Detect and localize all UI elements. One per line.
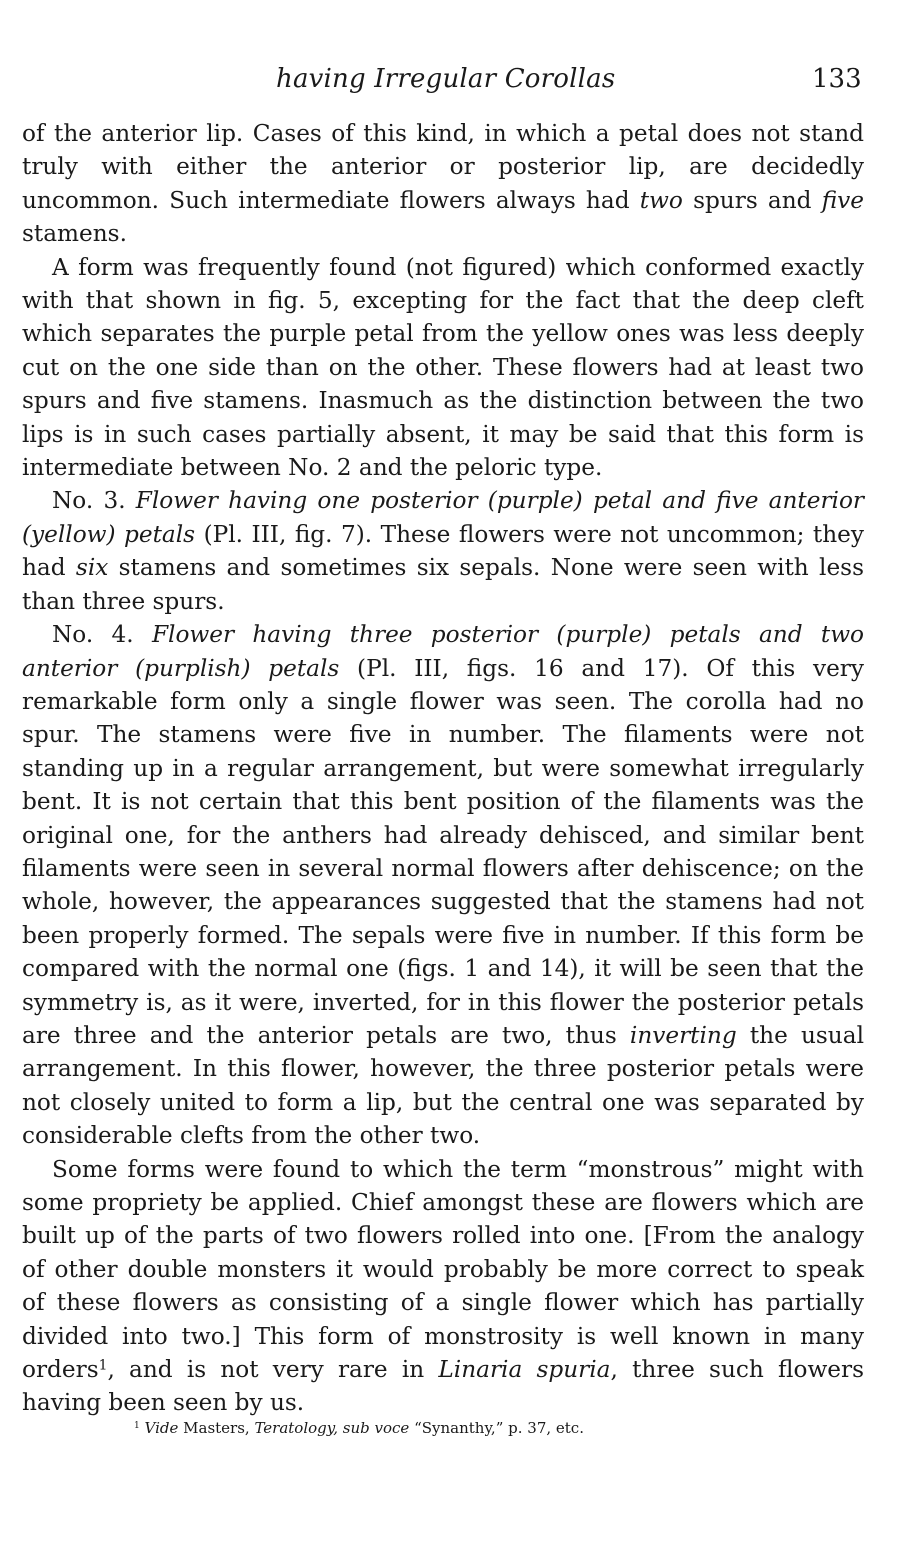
paragraph-intermediate-form: A form was frequently found (not figured) which conformed exactly with that shown in fig. 5, excepting for the fact that the deep cleft which separates the purple petal from the yellow ones was less deeply cut on the one side than on the other. These flowers had at least two spurs and five stamens. Inasmuch as the distinction between the two lips is in such cases partially absent, it may be said that this form is intermediate between No. 2 and the peloric type.	[22, 253, 864, 482]
text-run: Some forms were found to which the term “monstrous” might with some propriety be applied. Chief amongst these are flowers which are built up of the parts of two flowers rolled into one. [From the analogy of other double monsters it would probably be more correct to speak of these flowers as consisting of a single flower which has partially divided into two.] This form of monstrosity is well known in many orders	[22, 1155, 864, 1384]
emphasis: inverting	[629, 1021, 737, 1049]
text-run: stamens.	[22, 220, 127, 248]
emphasis: Flower having three posterior (purple) petals and two anterior (purplish) petals	[22, 621, 864, 682]
emphasis: Teratology, sub voce	[254, 1419, 410, 1437]
paragraph-no-4	[22, 618, 864, 1153]
text-run: the usual arrangement. In this flower, however, the three posterior petals were not closely united to form a lip, but the central one was separated by considerable clefts from the other two.	[22, 1021, 864, 1150]
text-run: No. 4.	[52, 621, 152, 649]
text-run: (Pl. III, figs. 16 and 17). Of this very remarkable form only a single flower was seen. The corolla had no spur. The stamens were five in number. The filaments were not standing up in a regular arrangement, but were somewhat irregularly bent. It is not certain that this bent position of the filaments was the original one, for the anthers had already dehisced, and similar bent filaments were seen in several normal flowers after dehiscence; on the whole, however, the appearances suggested that the stamens had not been properly formed. The sepals were five in number. If this form be compared with the normal one (figs. 1 and 14), it will be seen that the symmetry is, as it were, inverted, for in this flower the posterior petals are three and the anterior petals are two, thus	[22, 654, 864, 1049]
footnote	[22, 1418, 864, 1438]
body-text	[22, 117, 864, 1420]
emphasis: Vide	[144, 1419, 179, 1437]
running-title: having Irregular Corollas	[276, 64, 616, 94]
text-run: “Synanthy,” p. 37, etc.	[409, 1419, 584, 1437]
text-run: Masters,	[178, 1419, 255, 1437]
text-run: (Pl. III, fig. 7). These flowers were not uncommon; they had	[22, 520, 864, 582]
text-run: spurs and	[682, 186, 822, 214]
text-run: No. 3.	[52, 487, 136, 515]
running-head	[0, 64, 900, 104]
paragraph-no-3	[22, 484, 864, 618]
text-run: , and is not very rare in	[107, 1356, 439, 1384]
emphasis: two	[639, 186, 683, 214]
paragraph-continuation	[22, 117, 864, 251]
footnote-reference[interactable]: 1	[98, 1357, 108, 1374]
paragraph-monstrous-forms	[22, 1153, 864, 1420]
text-run: of the anterior lip. Cases of this kind, in which a petal does not stand truly with either the anterior or posterior lip, are decidedly uncommon. Such intermediate flowers always had	[22, 120, 864, 214]
text-run: stamens and sometimes six sepals. None were seen with less than three spurs.	[22, 554, 864, 615]
emphasis: Linaria spuria	[438, 1356, 611, 1384]
emphasis: Flower having one posterior (purple) petal and five anterior (yellow) petals	[22, 487, 864, 548]
footnote-marker: 1	[134, 1421, 140, 1432]
page-number: 133	[812, 64, 862, 94]
emphasis: six	[75, 554, 109, 582]
text-run: , three such flowers having been seen by us.	[22, 1356, 864, 1417]
emphasis: five	[821, 186, 864, 214]
